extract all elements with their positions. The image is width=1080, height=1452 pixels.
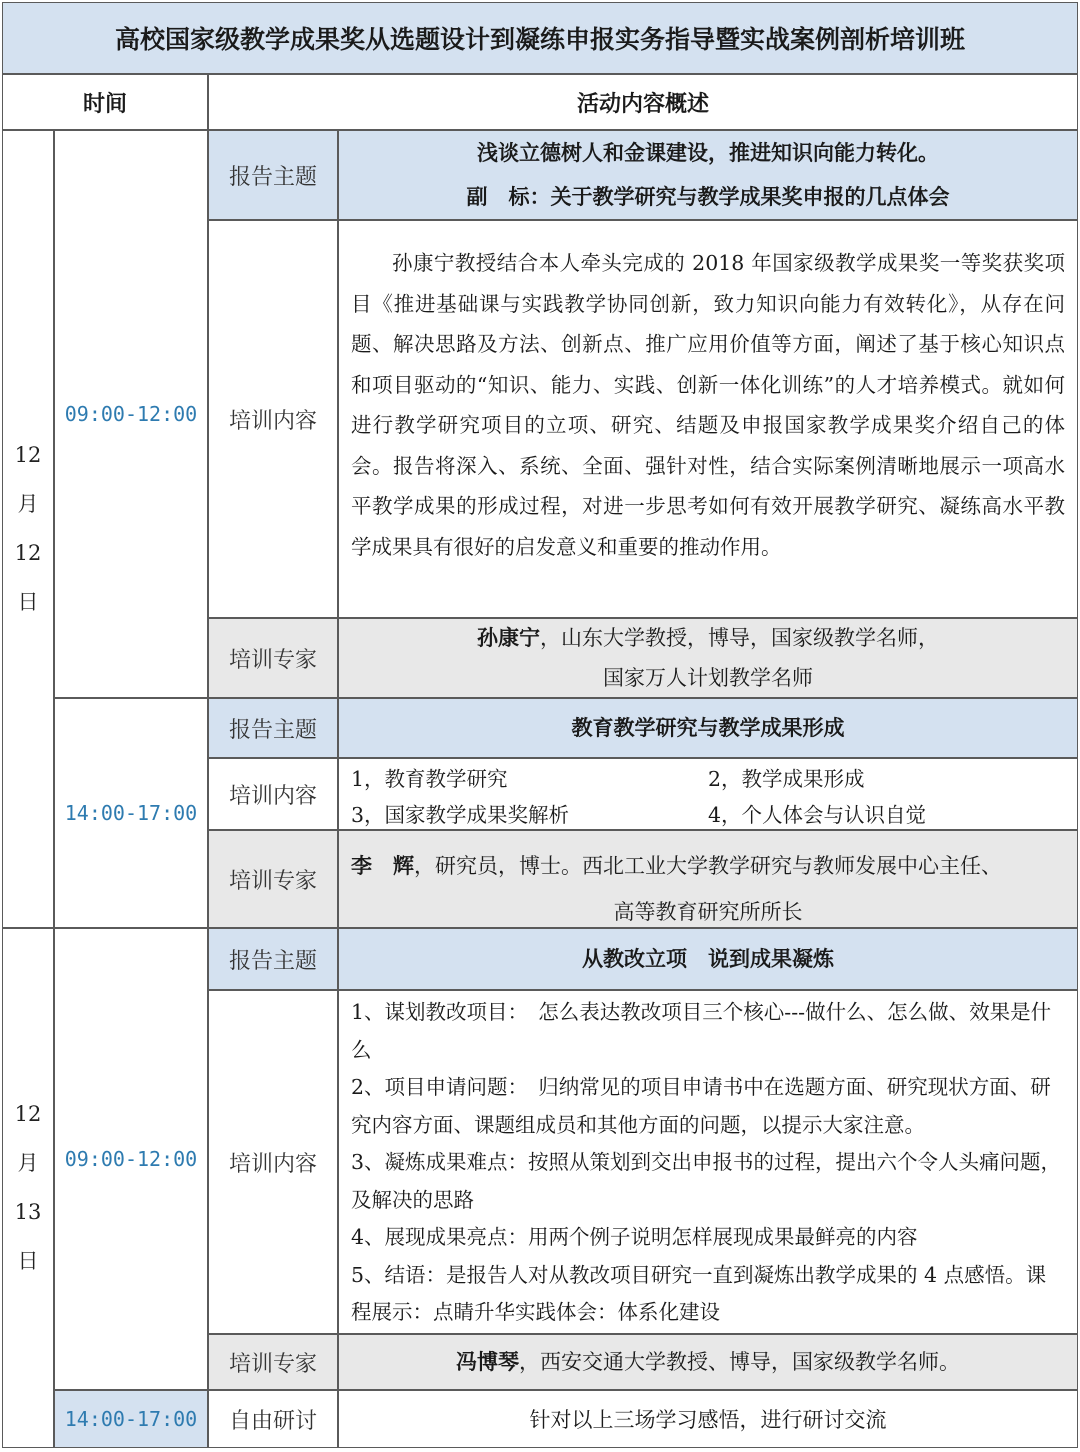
- content-label-text: 培训内容: [228, 408, 317, 434]
- title-text: 高校国家级教学成果奖从选题设计到凝练申报实务指导暨实战案例剖析培训班: [114, 25, 965, 54]
- day1-morning-content-label: [208, 220, 338, 618]
- day2-morning-topic-label: [208, 928, 338, 990]
- day1-morning-expert-desc: ，山东大学教授，博导，国家级教学名师，: [540, 626, 939, 650]
- day2-afternoon-time-text: 14:00-17:00: [64, 1407, 198, 1431]
- page-title: [2, 2, 1078, 74]
- day2-date-part: 日: [17, 1249, 39, 1273]
- day1-morning-expert-label: [208, 618, 338, 698]
- list-item: 1、谋划教改项目： 怎么表达教改项目三个核心---做什么、怎么做、效果是什么: [351, 1000, 1052, 1062]
- day2-morning-content-label: [208, 990, 338, 1334]
- day1-afternoon-time-text: 14:00-17:00: [64, 801, 198, 825]
- day1-afternoon-topic: [338, 698, 1078, 758]
- day1-afternoon-topic-label: [208, 698, 338, 758]
- day1-afternoon-content: [338, 758, 1078, 830]
- day1-afternoon-expert: [338, 830, 1078, 928]
- day1-afternoon-expert-line2: 高等教育研究所所长: [613, 900, 803, 924]
- day1-afternoon-content-label: [208, 758, 338, 830]
- day1-morning-topic-line2: 副 标：关于教学研究与教学成果奖申报的几点体会: [466, 184, 950, 209]
- day1-morning-content-text: 孙康宁教授结合本人牵头完成的 2018 年国家级教学成果奖一等奖获奖项目《推进基础课与实践教学协同创新，致力知识向能力有效转化》，从存在问题、解决思路及方法、创新点、推广应用价值等方面，阐述了基于核心知识点和项目驱动的“知识、能力、实践、创新一体化训练”的人才培养模式。就如何进行教学研究项目的立项、研究、结题及申报国家教学成果奖介绍自己的体会。报告将深入、系统、全面、强针对性，结合实际案例清晰地展示一项高水平教学成果的形成过程，对进一步思考如何有效开展教学研究、凝练高水平教学成果具有很好的启发意义和重要的推动作用。: [351, 251, 1065, 559]
- topic-label-text: 报告主题: [228, 164, 317, 190]
- discussion-label-text: 自由研讨: [228, 1408, 317, 1434]
- day1-morning-expert-name: 孙康宁: [477, 625, 540, 650]
- day2-afternoon-discussion-label: [208, 1390, 338, 1448]
- expert-label-text: 培训专家: [228, 1351, 317, 1377]
- expert-label-text: 培训专家: [228, 647, 317, 673]
- day1-afternoon-time: [54, 698, 208, 928]
- day1-morning-expert: [338, 618, 1078, 698]
- content-label-text: 培训内容: [228, 1151, 317, 1177]
- day1-afternoon-topic-text: 教育教学研究与教学成果形成: [571, 715, 845, 740]
- list-item: 3，国家教学成果奖解析: [351, 803, 570, 827]
- day1-afternoon-expert-desc: ，研究员，博士。西北工业大学教学研究与教师发展中心主任、: [414, 854, 1002, 878]
- day2-morning-topic: [338, 928, 1078, 990]
- topic-label-text: 报告主题: [228, 717, 317, 743]
- day2-date-part: 13: [14, 1200, 42, 1224]
- day1-afternoon-expert-label: [208, 830, 338, 928]
- day2-morning-time-text: 09:00-12:00: [64, 1147, 198, 1171]
- list-item: 4、展现成果亮点：用两个例子说明怎样展现成果最鲜亮的内容: [351, 1225, 918, 1249]
- day2-date-cell: [2, 928, 54, 1448]
- day1-date-part: 12: [14, 541, 42, 565]
- expert-label-text: 培训专家: [228, 868, 317, 894]
- day1-afternoon-expert-name: 李 辉: [351, 853, 414, 878]
- day2-morning-expert-name: 冯博琴: [456, 1349, 519, 1374]
- day2-afternoon-discussion: [338, 1390, 1078, 1448]
- day1-date-cell: [2, 130, 54, 928]
- day1-morning-time: [54, 130, 208, 698]
- day2-date-part: 月: [17, 1151, 39, 1175]
- list-item: 3、凝炼成果难点：按照从策划到交出申报书的过程，提出六个令人头痛问题，及解决的思路: [351, 1150, 1062, 1212]
- day1-morning-expert-line2: 国家万人计划教学名师: [603, 666, 813, 690]
- day2-morning-topic-text: 从教改立项 说到成果凝炼: [582, 946, 834, 971]
- topic-label-text: 报告主题: [228, 948, 317, 974]
- list-item: 1，教育教学研究: [351, 767, 508, 791]
- day1-morning-topic: [338, 130, 1078, 220]
- list-item: 2，教学成果形成: [708, 767, 865, 791]
- header-content-label: 活动内容概述: [576, 90, 709, 117]
- header-time-label: 时间: [82, 90, 127, 117]
- day2-morning-expert: [338, 1334, 1078, 1390]
- day2-morning-expert-label: [208, 1334, 338, 1390]
- day2-date-part: 12: [14, 1102, 42, 1126]
- list-item: 4，个人体会与认识自觉: [708, 803, 927, 827]
- day2-afternoon-discussion-text: 针对以上三场学习感悟，进行研讨交流: [529, 1408, 887, 1432]
- day2-morning-content: [338, 990, 1078, 1334]
- day1-morning-topic-label: [208, 130, 338, 220]
- list-item: 5、结语：是报告人对从教改项目研究一直到凝炼出教学成果的 4 点感悟。课程展示：点睛升华实践体会：体系化建设: [351, 1262, 1047, 1324]
- day2-afternoon-time: [54, 1390, 208, 1448]
- day1-morning-time-text: 09:00-12:00: [64, 402, 198, 426]
- day2-morning-time: [54, 928, 208, 1390]
- list-item: 2、项目申请问题： 归纳常见的项目申请书中在选题方面、研究现状方面、研究内容方面、课题组成员和其他方面的问题，以提示大家注意。: [351, 1075, 1051, 1137]
- day1-date-part: 日: [17, 590, 39, 614]
- header-content: [208, 74, 1078, 130]
- content-label-text: 培训内容: [228, 783, 317, 809]
- day1-date-part: 12: [14, 443, 42, 467]
- day1-morning-content: [338, 220, 1078, 618]
- header-time: [2, 74, 208, 130]
- day2-morning-expert-desc: ，西安交通大学教授、博导，国家级教学名师。: [519, 1350, 960, 1374]
- day1-date-part: 月: [17, 492, 39, 516]
- day1-morning-topic-line1: 浅谈立德树人和金课建设，推进知识向能力转化。: [477, 140, 939, 165]
